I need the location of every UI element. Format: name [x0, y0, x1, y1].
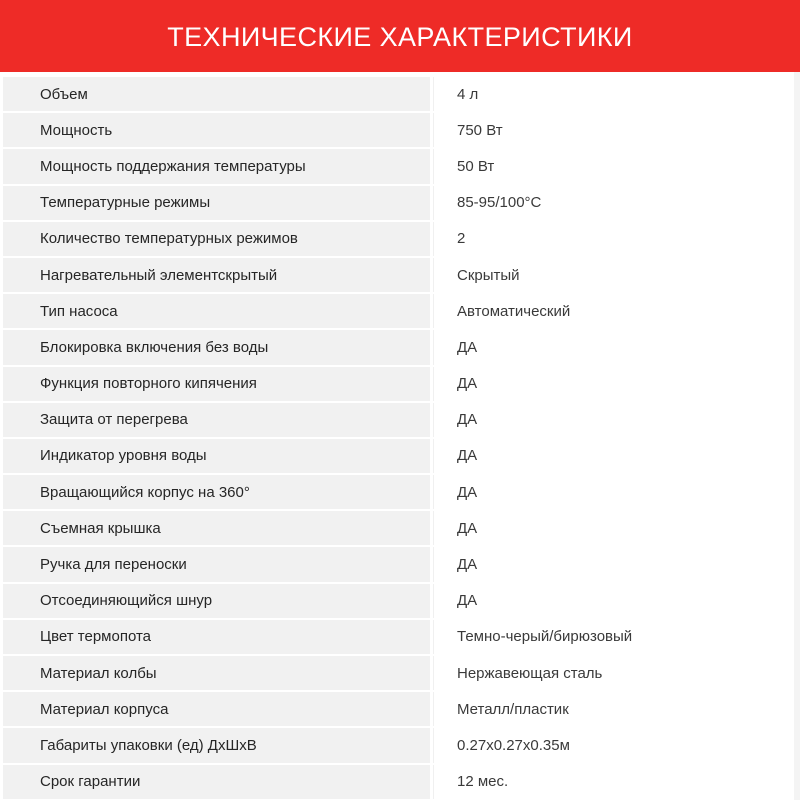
spec-label-cell — [3, 584, 430, 618]
spec-value-cell — [433, 258, 797, 292]
spec-value: ДА — [457, 447, 478, 465]
spec-value: ДА — [457, 483, 478, 501]
spec-value-cell — [433, 692, 797, 726]
spec-label: Материал колбы — [40, 664, 157, 682]
spec-value: 2 — [457, 230, 466, 248]
spec-label-cell — [3, 367, 430, 401]
spec-value: Темно-черый/бирюзовый — [457, 628, 633, 646]
spec-label: Ручка для переноски — [40, 556, 187, 574]
spec-label: Мощность — [40, 121, 113, 139]
spec-label-cell — [3, 294, 430, 328]
spec-label: Объем — [40, 85, 88, 103]
spec-label-cell — [3, 258, 430, 292]
spec-value: 50 Вт — [457, 157, 495, 175]
table-row — [0, 511, 800, 547]
spec-label-cell — [3, 656, 430, 690]
spec-label-cell — [3, 765, 430, 799]
spec-value: 85-95/100°C — [457, 194, 542, 212]
header-banner — [0, 0, 800, 72]
spec-value-cell — [433, 367, 797, 401]
spec-value: ДА — [457, 519, 478, 537]
spec-label: Нагревательный элементскрытый — [40, 266, 278, 284]
table-row — [0, 222, 800, 258]
table-row — [0, 439, 800, 475]
spec-value: 12 мес. — [457, 773, 509, 791]
table-row — [0, 584, 800, 620]
spec-value: Скрытый — [457, 266, 520, 284]
spec-label: Количество температурных режимов — [40, 230, 298, 248]
page-title: ТЕХНИЧЕСКИЕ ХАРАКТЕРИСТИКИ — [167, 21, 633, 52]
spec-label-cell — [3, 511, 430, 545]
table-row — [0, 475, 800, 511]
spec-value-cell — [433, 222, 797, 256]
spec-value-cell — [433, 294, 797, 328]
spec-value-cell — [433, 113, 797, 147]
spec-value: ДА — [457, 375, 478, 393]
spec-label-cell — [3, 149, 430, 183]
spec-label-cell — [3, 692, 430, 726]
spec-label-cell — [3, 475, 430, 509]
spec-label-cell — [3, 222, 430, 256]
table-row — [0, 186, 800, 222]
table-row — [0, 258, 800, 294]
spec-value-cell — [433, 403, 797, 437]
spec-value-cell — [433, 439, 797, 473]
spec-label: Материал корпуса — [40, 700, 169, 718]
spec-label: Габариты упаковки (ед) ДхШхВ — [40, 736, 257, 754]
spec-label: Блокировка включения без воды — [40, 338, 269, 356]
table-row — [0, 77, 800, 113]
table-row — [0, 149, 800, 185]
spec-value-cell — [433, 186, 797, 220]
spec-label: Защита от перегрева — [40, 411, 188, 429]
spec-label: Температурные режимы — [40, 194, 211, 212]
spec-label-cell — [3, 728, 430, 762]
spec-label: Мощность поддержания температуры — [40, 157, 306, 175]
spec-label-cell — [3, 620, 430, 654]
spec-label-cell — [3, 113, 430, 147]
right-edge-strip — [794, 72, 800, 800]
spec-value-cell — [433, 511, 797, 545]
spec-value-cell — [433, 765, 797, 799]
spec-label: Функция повторного кипячения — [40, 375, 257, 393]
spec-label: Срок гарантии — [40, 773, 141, 791]
spec-value-cell — [433, 620, 797, 654]
spec-label: Съемная крышка — [40, 519, 161, 537]
spec-value: ДА — [457, 338, 478, 356]
spec-value: Металл/пластик — [457, 700, 569, 718]
spec-label: Цвет термопота — [40, 628, 151, 646]
table-row — [0, 728, 800, 764]
table-row — [0, 113, 800, 149]
spec-value-cell — [433, 330, 797, 364]
spec-label: Индикатор уровня воды — [40, 447, 207, 465]
spec-value-cell — [433, 547, 797, 581]
spec-value-cell — [433, 656, 797, 690]
spec-label-cell — [3, 547, 430, 581]
spec-label-cell — [3, 77, 430, 111]
specs-table — [0, 77, 800, 800]
spec-value: 0.27x0.27x0.35м — [457, 736, 570, 754]
spec-label-cell — [3, 330, 430, 364]
spec-label-cell — [3, 186, 430, 220]
spec-value: ДА — [457, 556, 478, 574]
table-row — [0, 656, 800, 692]
spec-value: 4 л — [457, 85, 479, 103]
spec-value-cell — [433, 149, 797, 183]
spec-value: ДА — [457, 411, 478, 429]
spec-value-cell — [433, 584, 797, 618]
spec-value-cell — [433, 77, 797, 111]
table-row — [0, 367, 800, 403]
spec-value: ДА — [457, 592, 478, 610]
spec-value: Нержавеющая сталь — [457, 664, 603, 682]
table-row — [0, 765, 800, 800]
spec-label: Тип насоса — [40, 302, 118, 320]
spec-label-cell — [3, 403, 430, 437]
table-row — [0, 403, 800, 439]
table-row — [0, 620, 800, 656]
table-row — [0, 547, 800, 583]
spec-label-cell — [3, 439, 430, 473]
spec-label: Вращающийся корпус на 360° — [40, 483, 250, 501]
table-row — [0, 692, 800, 728]
spec-value: 750 Вт — [457, 121, 503, 139]
table-row — [0, 294, 800, 330]
spec-value-cell — [433, 728, 797, 762]
table-row — [0, 330, 800, 366]
spec-value-cell — [433, 475, 797, 509]
spec-value: Автоматический — [457, 302, 571, 320]
spec-label: Отсоединяющийся шнур — [40, 592, 213, 610]
